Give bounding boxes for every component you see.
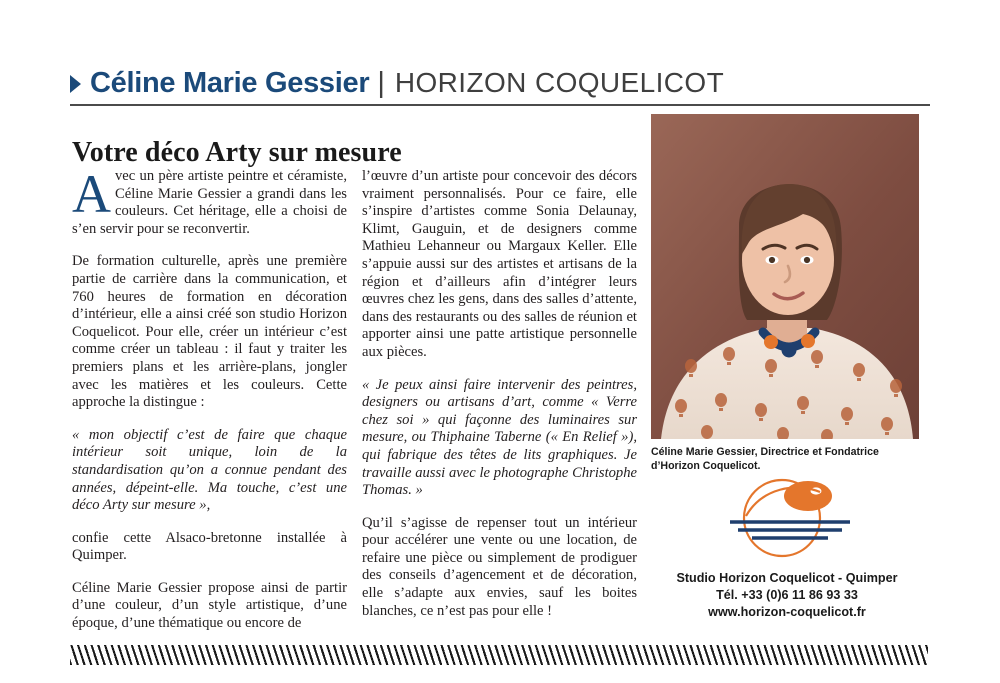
paragraph: Qu’il s’agisse de repenser tout un intérieur pour accélérer une vente ou une location, de refaire une pièce ou simplement de prodiguer des conseils d’agencement et de décoration, elle s’adapte aux envies, sauf les boites blanches, ce n’est pas pour elle !	[362, 514, 637, 619]
photo-caption: Céline Marie Gessier, Directrice et Fondatrice d’Horizon Coquelicot.	[651, 446, 879, 472]
page-title: Votre déco Arty sur mesure	[72, 136, 402, 168]
paragraph: l’œuvre d’un artiste pour concevoir des décors vraiment personnalisés. Pour ce faire, elle s’inspire d’artistes comme Sonia Delaunay, Klimt, Gauguin, et de designers comme Mathieu Lehanneur ou Margaux Keller. Elle s’appuie aussi sur des artistes et artisans de la région et d’ailleurs afin d’intégrer leurs œuvres chez les gens, dans des salles d’attente, dans des restaurants ou des salles de réunion et apporter ainsi une patte artistique personnelle aux pièces.	[362, 168, 637, 360]
contact-studio: Studio Horizon Coquelicot - Quimper	[676, 571, 898, 585]
triangle-right-icon	[70, 75, 81, 93]
paragraph-lead	[72, 164, 347, 238]
header-separator: |	[377, 66, 385, 99]
paragraph: Céline Marie Gessier propose ainsi de partir d’une couleur, d’un style artistique, d’une époque, d’une thématique ou encore de	[72, 579, 347, 632]
hatched-rule	[70, 645, 928, 665]
body-column-left	[72, 164, 347, 648]
paragraph-quote: « mon objectif c’est de faire que chaque intérieur soit unique, loin de la standardisation qu’on a connue pendant des années, dépeint-elle. Ma touche, c’est une déco Arty sur mesure »,	[72, 426, 347, 514]
paragraph: confie cette Alsaco-bretonne installée à Quimper.	[72, 529, 347, 564]
contact-website[interactable]: www.horizon-coquelicot.fr	[708, 605, 866, 619]
paragraph-text: vec un père artiste peintre et céramiste, Céline Marie Gessier a grandi dans les couleurs. Cet héritage, elle a choisi de s’en servir pour se reconvertir.	[72, 168, 347, 237]
company-name: HORIZON COQUELICOT	[394, 67, 725, 98]
header-divider	[70, 104, 930, 106]
horizon-coquelicot-logo	[700, 470, 880, 565]
article-header	[70, 62, 930, 104]
portrait-photo	[651, 114, 919, 439]
drop-cap: A	[72, 164, 111, 224]
contact-phone: Tél. +33 (0)6 11 86 93 33	[716, 588, 858, 602]
contact-block	[651, 570, 923, 621]
person-name: Céline Marie Gessier	[90, 66, 370, 99]
paragraph: De formation culturelle, après une première partie de carrière dans la communication, et 760 heures de formation en décoration d’intérieur, elle a ainsi créé son studio Horizon Coquelicot. Pour elle, créer un intérieur c’est comme créer un tableau : il faut y traiter les premiers plans et les arrière-plans, jongler avec les matières et les couleurs. Cette approche la distingue :	[72, 253, 347, 411]
body-column-middle	[362, 168, 637, 635]
paragraph-quote: « Je peux ainsi faire intervenir des peintres, designers ou artisans d’art, comme « Verre chez soi » qui façonne des luminaires sur mesure, ou Thiphaine Taberne (« En Relief »), qui fabrique des têtes de lits graphiques. Je travaille aussi avec le photographe Christophe Thomas. »	[362, 376, 637, 499]
